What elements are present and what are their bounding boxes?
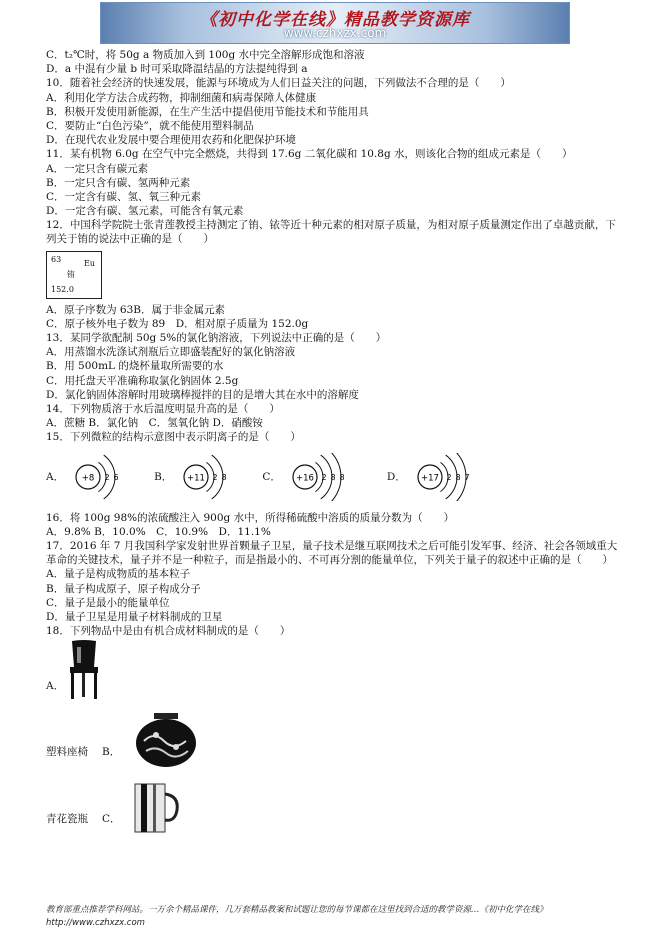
q17-stem: 17．2016 年 7 月我国科学家发射世界首颗量子卫星，量子技术是继互联网技术之后可能引发军事、经济、社会各领域重大革命的关键技术，量子并不是一种粒子，而是指最小的、不可再分割的能量单位，下列关于量子的叙述中正确的是（ ） bbox=[46, 539, 618, 567]
q18-stem: 18．下列物品中是由有机合成材料制成的是（ ） bbox=[46, 625, 291, 638]
q13-15-line-3: C．用托盘天平准确称取氯化钠固体 2.5g bbox=[46, 374, 239, 387]
plastic-chair-image bbox=[64, 639, 104, 701]
atom-option-3 bbox=[387, 453, 498, 501]
question-16 bbox=[46, 511, 618, 539]
atom-option-0 bbox=[46, 453, 140, 501]
atom-option-2 bbox=[262, 453, 373, 501]
q9-11-line-11: D．一定含有碳、氢元素，可能含有氧元素 bbox=[46, 205, 244, 218]
q15-atom-diagrams bbox=[46, 451, 618, 503]
shell-electron-count: 8 bbox=[339, 472, 345, 482]
shell-electron-count: 8 bbox=[221, 472, 227, 482]
shell-electron-count: 2 bbox=[212, 472, 218, 482]
atom-option-label: A． bbox=[46, 471, 65, 484]
q17-option-a: A．量子是构成物质的基本粒子 bbox=[46, 568, 191, 581]
q9-11-line-0: C．t₂℃时，将 50g a 物质加入到 100g 水中完全溶解形成饱和溶液 bbox=[46, 49, 365, 61]
q18-option-a bbox=[46, 638, 618, 702]
q18-a-caption: 塑料座椅 bbox=[46, 745, 88, 758]
q13-15-line-0: 13．某同学欲配制 50g 5%的氯化钠溶液，下列说法中正确的是（ ） bbox=[46, 332, 387, 345]
shell-electron-count: 6 bbox=[113, 472, 119, 482]
atom-structure-diagram bbox=[285, 453, 373, 501]
nucleus-charge: +11 bbox=[187, 473, 206, 484]
q18-option-b bbox=[46, 708, 618, 772]
questions-13-15 bbox=[46, 331, 618, 445]
atom-option-label: D． bbox=[386, 471, 406, 484]
q18-c-label: C． bbox=[102, 812, 121, 825]
steel-mug-image bbox=[131, 782, 181, 834]
q18-a-label: A． bbox=[46, 679, 65, 692]
shell-electron-count: 2 bbox=[321, 472, 327, 482]
q16-line-0: 16．将 100g 98%的浓硫酸注入 900g 水中，所得稀硫酸中溶质的质量分数为（ ） bbox=[46, 511, 455, 524]
q18-b-caption: 青花瓷瓶 bbox=[46, 812, 88, 825]
atom-structure-diagram bbox=[176, 453, 248, 501]
atom-structure-diagram bbox=[410, 453, 498, 501]
q9-11-line-9: B．一定只含有碳、氢两种元素 bbox=[46, 176, 191, 189]
q13-15-line-4: D．氯化钠固体溶解时用玻璃棒搅拌的目的是增大其在水中的溶解度 bbox=[46, 388, 359, 401]
q12-stem: 12．中国科学院院士张青莲教授主持测定了铕、铱等近十种元素的相对原子质量，为相对原子质量测定作出了卓越贡献，下列关于铕的说法中正确的是（ ） bbox=[46, 219, 616, 246]
atom-option-label: B． bbox=[154, 471, 173, 484]
q9-11-line-2: 10．随着社会经济的快速发展，能源与环境成为人们日益关注的问题，下列做法不合理的是（ ） bbox=[46, 77, 511, 90]
q9-11-line-7: 11．某有机物 6.0g 在空气中完全燃烧，共得到 17.6g 二氧化碳和 10.8g 水，则该化合物的组成元素是（ ） bbox=[46, 148, 573, 161]
element-name: 铕 bbox=[67, 269, 75, 279]
q9-11-line-10: C．一定含有碳、氢、氧三种元素 bbox=[46, 190, 202, 203]
q13-15-line-5: 14．下列物质溶于水后温度明显升高的是（ ） bbox=[46, 402, 280, 415]
banner-url: www.czhxzx.com bbox=[283, 26, 387, 40]
q13-15-line-1: A．用蒸馏水洗涤试剂瓶后立即盛装配好的氯化钠溶液 bbox=[46, 346, 296, 359]
q16-line-1: A．9.8% B．10.0% C．10.9% D．11.1% bbox=[46, 525, 271, 538]
q17-option-c: C．量子是最小的能量单位 bbox=[46, 596, 170, 609]
nucleus-charge: +16 bbox=[295, 473, 314, 484]
q13-15-line-6: A．蔗糖 B．氯化钠 C．氢氧化钠 D．硝酸铵 bbox=[46, 417, 263, 430]
element-number: 63 bbox=[51, 254, 62, 264]
nucleus-charge: +8 bbox=[81, 473, 95, 484]
atom-structure-diagram bbox=[68, 453, 140, 501]
q9-11-line-8: A．一定只含有碳元素 bbox=[46, 162, 149, 175]
element-card-eu bbox=[46, 251, 102, 299]
shell-electron-count: 8 bbox=[455, 472, 461, 482]
atom-option-1 bbox=[154, 453, 248, 501]
atom-option-label: C． bbox=[262, 471, 281, 484]
shell-electron-count: 7 bbox=[464, 472, 470, 482]
questions-9-11 bbox=[46, 48, 618, 218]
q13-15-line-7: 15．下列微粒的结构示意图中表示阴离子的是（ ） bbox=[46, 431, 301, 444]
q9-11-line-4: B．积极开发使用新能源，在生产生活中提倡使用节能技术和节能用具 bbox=[46, 105, 369, 118]
q18-option-c bbox=[46, 780, 618, 836]
banner-title: 《初中化学在线》精品教学资源库 bbox=[200, 10, 470, 30]
q9-11-line-5: C．要防止“白色污染”，就不能使用塑料制品 bbox=[46, 119, 254, 132]
nucleus-charge: +17 bbox=[420, 473, 439, 484]
q17-option-d: D．量子卫星是用量子材料制成的卫星 bbox=[46, 610, 223, 623]
page-footer: 教育部重点推荐学科网站。一万余个精品课件，几万套精品教案和试题让您的每节课都在这里找到合适的教学资源…《初中化学在线》http://www.czhxzx.com bbox=[46, 905, 548, 928]
q17-option-b: B．量子构成原子，原子构成分子 bbox=[46, 582, 201, 595]
q9-11-line-6: D．在现代农业发展中要合理使用农药和化肥保护环境 bbox=[46, 134, 296, 147]
q12-option-1: A．原子序数为 63B．属于非金属元素 bbox=[46, 303, 225, 316]
header-banner bbox=[100, 2, 570, 44]
element-mass: 152.0 bbox=[51, 284, 74, 294]
q12-option-2: C．原子核外电子数为 89 D．相对原子质量为 152.0g bbox=[46, 317, 309, 330]
porcelain-vase-image bbox=[134, 711, 198, 769]
q9-11-line-3: A．利用化学方法合成药物，抑制细菌和病毒保障人体健康 bbox=[46, 91, 317, 104]
q13-15-line-2: B．用 500mL 的烧杯量取所需要的水 bbox=[46, 360, 224, 373]
q9-11-line-1: D．a 中混有少量 b 时可采取降温结晶的方法提纯得到 a bbox=[46, 63, 308, 76]
q18-b-label: B． bbox=[102, 745, 121, 758]
shell-electron-count: 2 bbox=[446, 472, 452, 482]
shell-electron-count: 8 bbox=[330, 472, 336, 482]
element-symbol: Eu bbox=[84, 258, 95, 268]
shell-electron-count: 2 bbox=[104, 472, 110, 482]
document-body bbox=[46, 48, 618, 836]
